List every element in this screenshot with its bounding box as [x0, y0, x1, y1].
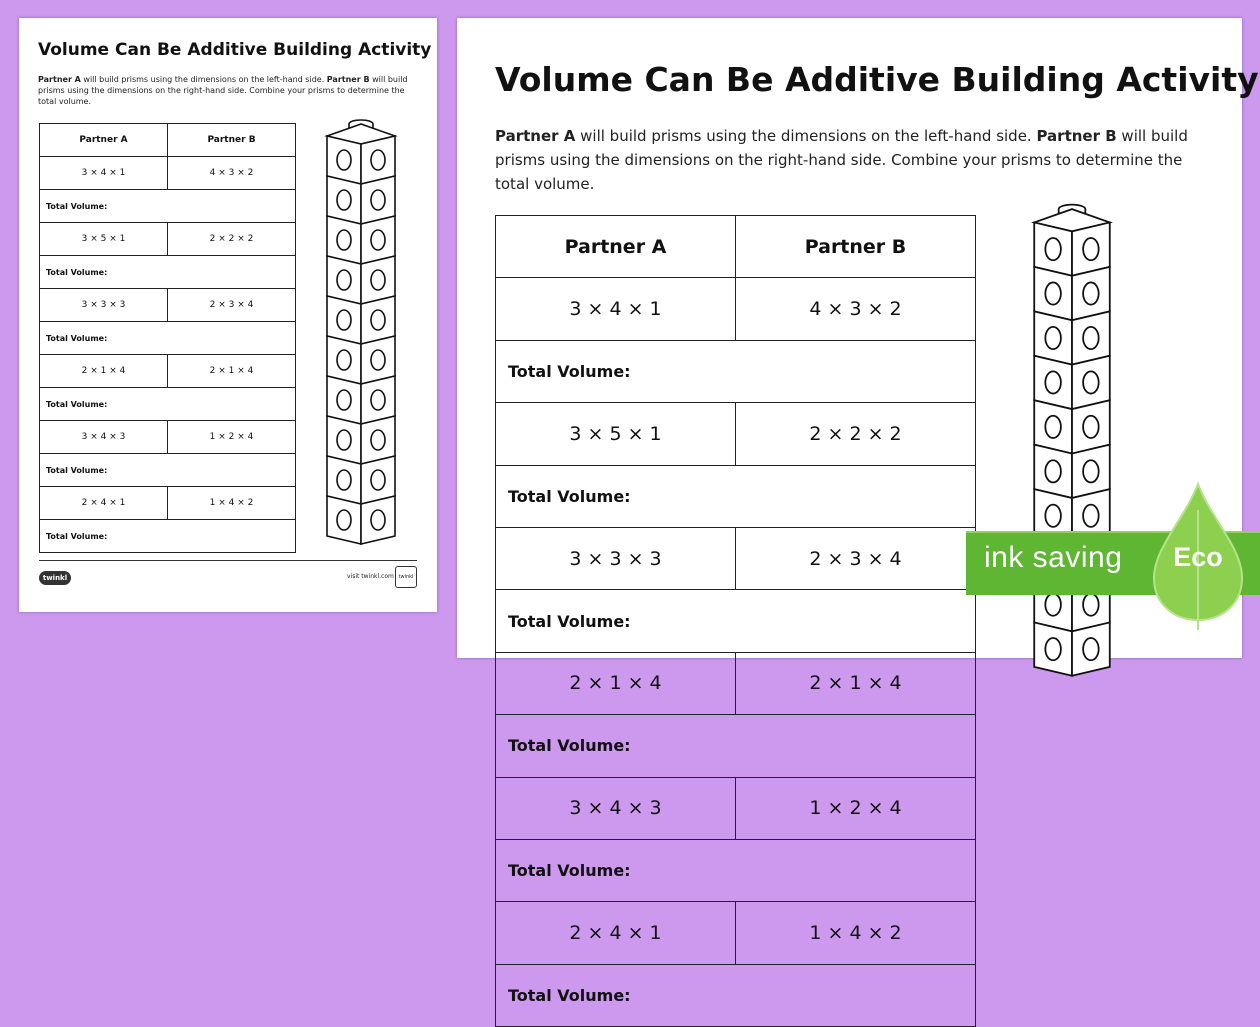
- tower-cube: [327, 176, 395, 224]
- partner-a-dimensions: 2 × 4 × 1: [496, 902, 736, 964]
- total-volume-label: Total Volume:: [40, 190, 296, 223]
- table-row: [496, 527, 976, 589]
- total-volume-row: [496, 590, 976, 652]
- dimensions-table: [495, 215, 976, 1027]
- partner-a-dimensions: 2 × 1 × 4: [40, 355, 168, 388]
- partner-b-dimensions: 2 × 1 × 4: [168, 355, 296, 388]
- intro-text-2: will build prisms using the dimensions on the right-hand side. Combine your prisms to determine the total volume.: [38, 75, 408, 106]
- worksheet-preview-small: [19, 18, 437, 612]
- total-volume-label: Total Volume:: [40, 256, 296, 289]
- eco-label: Eco: [1173, 542, 1223, 572]
- table-header-row: [40, 124, 296, 157]
- footer-badge: twinkl: [395, 566, 417, 588]
- total-volume-label: Total Volume:: [40, 388, 296, 421]
- dimensions-table-body: [40, 124, 296, 553]
- table-row: [40, 223, 296, 256]
- partner-a-dimensions: 3 × 5 × 1: [40, 223, 168, 256]
- dimensions-table-body: [496, 216, 976, 1027]
- partner-a-bold: Partner A: [495, 127, 576, 145]
- total-volume-row: [40, 520, 296, 553]
- tower-cube: [327, 296, 395, 344]
- header-partner-b: Partner B: [168, 124, 296, 157]
- partner-a-dimensions: 2 × 4 × 1: [40, 487, 168, 520]
- partner-b-dimensions: 2 × 3 × 4: [168, 289, 296, 322]
- total-volume-row: [40, 454, 296, 487]
- table-row: [496, 777, 976, 839]
- worksheet-intro: [495, 124, 1209, 196]
- cube-tower-illustration: [325, 114, 397, 546]
- table-row: [496, 403, 976, 465]
- ink-saving-text: ink saving: [984, 541, 1123, 574]
- partner-b-dimensions: 4 × 3 × 2: [168, 157, 296, 190]
- footer-url: visit twinkl.com: [347, 573, 394, 580]
- header-partner-a: Partner A: [496, 216, 736, 278]
- total-volume-label: Total Volume:: [496, 715, 976, 777]
- table-row: [40, 421, 296, 454]
- partner-b-dimensions: 1 × 4 × 2: [736, 902, 976, 964]
- total-volume-row: [496, 340, 976, 402]
- tower-cube: [327, 416, 395, 464]
- table-row: [40, 355, 296, 388]
- total-volume-row: [496, 715, 976, 777]
- tower-cube: [327, 336, 395, 384]
- total-volume-label: Total Volume:: [496, 839, 976, 901]
- worksheet-title: Volume Can Be Additive Building Activity: [495, 60, 1259, 99]
- tower-cube: [1034, 311, 1110, 364]
- dimensions-table: [39, 123, 296, 553]
- table-row: [40, 289, 296, 322]
- partner-b-dimensions: 1 × 2 × 4: [736, 777, 976, 839]
- table-row: [40, 157, 296, 190]
- intro-text-2: will build prisms using the dimensions on the right-hand side. Combine your prisms to determine the total volume.: [495, 127, 1188, 193]
- partner-b-dimensions: 2 × 3 × 4: [736, 527, 976, 589]
- table-row: [40, 487, 296, 520]
- tower-cube: [1034, 400, 1110, 453]
- total-volume-row: [40, 256, 296, 289]
- table-row: [496, 278, 976, 340]
- partner-a-dimensions: 3 × 5 × 1: [496, 403, 736, 465]
- total-volume-row: [496, 839, 976, 901]
- total-volume-label: Total Volume:: [496, 964, 976, 1026]
- partner-a-dimensions: 3 × 4 × 3: [496, 777, 736, 839]
- tower-cube: [327, 456, 395, 504]
- partner-a-dimensions: 2 × 1 × 4: [496, 652, 736, 714]
- total-volume-label: Total Volume:: [40, 322, 296, 355]
- total-volume-label: Total Volume:: [496, 465, 976, 527]
- partner-b-bold: Partner B: [1036, 127, 1117, 145]
- header-partner-b: Partner B: [736, 216, 976, 278]
- total-volume-label: Total Volume:: [40, 520, 296, 553]
- tower-cube: [327, 376, 395, 424]
- tower-cube: [1034, 267, 1110, 320]
- partner-a-dimensions: 3 × 4 × 3: [40, 421, 168, 454]
- tower-cube: [327, 216, 395, 264]
- partner-b-dimensions: 1 × 2 × 4: [168, 421, 296, 454]
- table-row: [496, 902, 976, 964]
- partner-b-dimensions: 4 × 3 × 2: [736, 278, 976, 340]
- total-volume-row: [40, 388, 296, 421]
- ink-saving-eco-badge: [966, 480, 1260, 630]
- tower-cube: [327, 136, 395, 184]
- partner-a-dimensions: 3 × 3 × 3: [496, 527, 736, 589]
- tower-cube: [327, 256, 395, 304]
- partner-b-bold: Partner B: [326, 75, 370, 84]
- partner-a-bold: Partner A: [38, 75, 81, 84]
- partner-a-dimensions: 3 × 4 × 1: [40, 157, 168, 190]
- total-volume-row: [40, 322, 296, 355]
- tower-cube: [1034, 356, 1110, 409]
- intro-text-1: will build prisms using the dimensions on the left-hand side.: [80, 75, 327, 84]
- total-volume-row: [496, 465, 976, 527]
- total-volume-label: Total Volume:: [40, 454, 296, 487]
- partner-b-dimensions: 1 × 4 × 2: [168, 487, 296, 520]
- total-volume-row: [496, 964, 976, 1026]
- tower-cube: [327, 496, 395, 544]
- total-volume-row: [40, 190, 296, 223]
- footer-divider: [39, 560, 417, 561]
- partner-a-dimensions: 3 × 3 × 3: [40, 289, 168, 322]
- worksheet-title: Volume Can Be Additive Building Activity: [38, 40, 432, 60]
- partner-b-dimensions: 2 × 2 × 2: [168, 223, 296, 256]
- tower-cube: [1034, 222, 1110, 275]
- total-volume-label: Total Volume:: [496, 590, 976, 652]
- partner-a-dimensions: 3 × 4 × 1: [496, 278, 736, 340]
- partner-b-dimensions: 2 × 2 × 2: [736, 403, 976, 465]
- worksheet-intro: [38, 74, 420, 107]
- twinkl-logo: twinkl: [39, 571, 71, 585]
- partner-b-dimensions: 2 × 1 × 4: [736, 652, 976, 714]
- total-volume-label: Total Volume:: [496, 340, 976, 402]
- table-row: [496, 652, 976, 714]
- header-partner-a: Partner A: [40, 124, 168, 157]
- table-header-row: [496, 216, 976, 278]
- intro-text-1: will build prisms using the dimensions on the left-hand side.: [575, 127, 1037, 145]
- tower-cube: [1034, 622, 1110, 675]
